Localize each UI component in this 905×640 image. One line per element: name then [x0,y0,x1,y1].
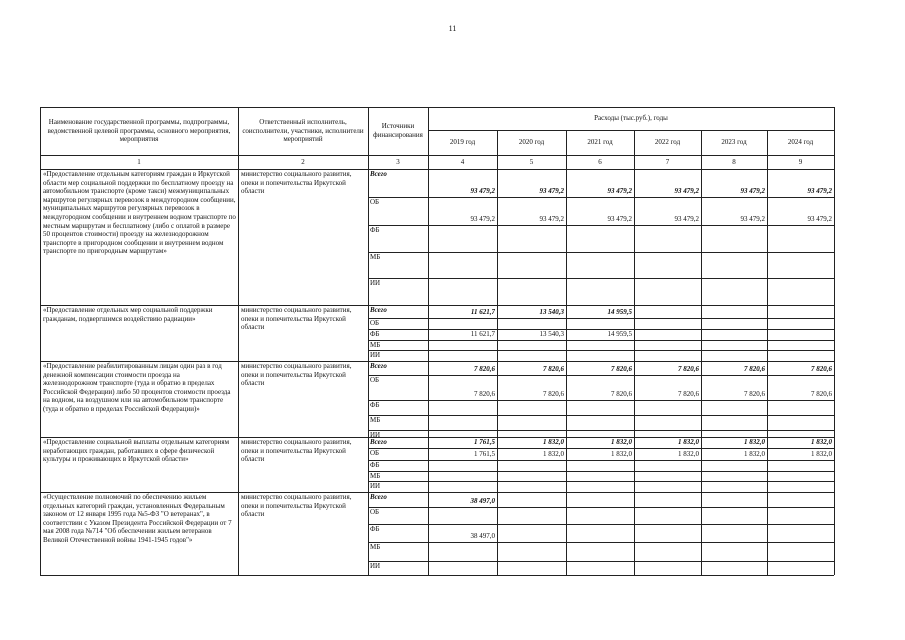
amount-value [568,400,632,415]
header-name: Наименование государственной программы, подпрограммы, ведомственной целевой программы, основного мероприятия, мероприятия [47,118,231,144]
funding-source: МБ [370,253,381,261]
amount-value: 7 820,6 [678,365,699,374]
amount-value [769,507,832,524]
column-line [834,107,835,575]
amount-value [703,340,765,350]
column-line [428,107,429,575]
amount-value [430,430,495,437]
amount-value [703,507,765,524]
header-year: 2024 год [787,138,814,147]
amount-value [568,471,632,481]
amount-value [499,561,564,575]
amount-value [568,225,632,252]
amount-value: 7 820,6 [811,390,832,399]
amount-value [636,225,699,252]
amount-value [769,561,832,575]
funding-source: ФБ [370,461,380,469]
header-col-number: 9 [798,157,803,166]
measure-executor: министерство социального развития, опеки и попечительства Иркутской области [241,438,352,464]
amount-value: 13 540,3 [539,330,564,339]
amount-value: 1 832,0 [744,438,765,447]
amount-value [703,471,765,481]
amount-value: 38 497,0 [470,497,495,506]
amount-value: 7 820,6 [474,390,495,399]
amount-value: 1 832,0 [678,450,699,459]
amount-value [769,460,832,471]
funding-source: Всего [370,306,387,314]
amount-value [430,481,495,492]
funding-source: ИИ [370,279,381,287]
funding-source: ИИ [370,431,381,437]
amount-value [568,252,632,278]
amount-value [636,278,699,305]
funding-source: Всего [370,170,387,178]
amount-value [703,329,765,340]
funding-source: ФБ [370,401,380,409]
page-number: 11 [448,24,457,33]
header-expenses: Расходы (тыс.руб.), годы [594,114,668,123]
amount-value [430,252,495,278]
amount-value [769,318,832,329]
header-col-number: 2 [301,157,305,166]
amount-value [499,481,564,492]
funding-source: МБ [370,472,381,480]
funding-source: ОБ [370,508,380,516]
measure-name: «Осуществление полномочий по обеспечению жильем отдельных категорий граждан, установленных Федеральным законом от 12 января 1995 года №5-ФЗ "О ветеранах", в соответствии с Указом Президента Российской Федерации от 7 мая 2008 года №714 "Об обеспечении жильем ветеранов Великой Отечественной войны 1941-1945 годов"» [43,493,232,544]
amount-value: 13 540,3 [539,308,564,317]
amount-value: 93 479,2 [740,215,765,224]
amount-value [703,350,765,361]
amount-value: 7 820,6 [744,365,765,374]
amount-value [499,225,564,252]
amount-value [703,225,765,252]
amount-value [636,507,699,524]
header-year: 2021 год [587,138,613,147]
funding-source: Всего [370,493,387,501]
measure-executor: министерство социального развития, опеки и попечительства Иркутской области [241,493,352,519]
funding-source: МБ [370,543,381,551]
measure-name: «Предоставление отдельным категориям граждан в Иркутской области мер социальной поддержки по бесплатному проезду на автомобильном транспорте (кроме такси) межмуниципальных маршрутов регулярных перевозок в междугородном сообщении, муниципальных маршрутов регулярных перевозок в междугородном сообщении и внутреннем водном транспорте по местным маршрутам и бесплатному (либо с оплатой в размере 50 процентов стоимости) проезду на железнодорожном транспорте в пригородном сообщении и внутреннем водном транспорте по пригородным маршрутам» [43,170,236,256]
amount-value [636,471,699,481]
amount-value [703,252,765,278]
amount-value: 7 820,6 [678,390,699,399]
amount-value [703,415,765,430]
amount-value [769,492,832,507]
amount-value [430,400,495,415]
funding-source: ОБ [370,449,380,457]
amount-value [430,542,495,561]
amount-value [499,507,564,524]
amount-value: 93 479,2 [674,187,699,196]
amount-value: 11 621,7 [470,330,495,339]
amount-value [769,471,832,481]
amount-value [499,400,564,415]
amount-value [703,492,765,507]
amount-value [499,460,564,471]
amount-value: 93 479,2 [740,187,765,196]
funding-source: Всего [370,362,387,370]
amount-value: 1 832,0 [678,438,699,447]
amount-value: 1 832,0 [543,450,564,459]
column-line [238,107,239,575]
amount-value [568,507,632,524]
amount-value [636,460,699,471]
amount-value: 1 832,0 [811,438,832,447]
header-col-number: 7 [665,157,670,166]
amount-value: 1 832,0 [611,438,632,447]
amount-value: 7 820,6 [474,365,495,374]
amount-value [568,318,632,329]
amount-value [703,460,765,471]
amount-value: 7 820,6 [543,390,564,399]
funding-source: ОБ [370,376,380,384]
amount-value [636,400,699,415]
amount-value [568,278,632,305]
measure-executor: министерство социального развития, опеки и попечительства Иркутской области [241,362,352,388]
amount-value [430,340,495,350]
amount-value [703,481,765,492]
amount-value [636,252,699,278]
amount-value [769,305,832,318]
amount-value [769,542,832,561]
amount-value: 93 479,2 [470,187,495,196]
amount-value: 7 820,6 [744,390,765,399]
amount-value: 7 820,6 [811,365,832,374]
funding-source: ФБ [370,226,380,234]
amount-value [499,318,564,329]
amount-value: 93 479,2 [607,215,632,224]
amount-value [703,318,765,329]
header-col-number: 3 [396,157,400,166]
amount-value [703,278,765,305]
amount-value [703,561,765,575]
measure-executor: министерство социального развития, опеки и попечительства Иркутской области [241,306,352,332]
amount-value [499,471,564,481]
amount-value [568,492,632,507]
amount-value: 1 832,0 [811,450,832,459]
amount-value [636,524,699,542]
column-line [40,107,41,575]
amount-value [636,430,699,437]
amount-value [769,350,832,361]
amount-value [636,318,699,329]
section-bottom-line [40,575,834,576]
measure-name: «Предоставление реабилитированным лицам один раз в год денежной компенсации стоимости проезда на железнодорожном транспорте (туда и обратно в пределах Российской Федерации) либо 50 процентов стоимости проезда на водном, на воздушном или на автомобильном транспорте (туда и обратно в пределах Российской Федерации)» [43,362,231,413]
amount-value: 38 497,0 [470,532,495,541]
amount-value: 93 479,2 [807,215,832,224]
amount-value: 93 479,2 [470,215,495,224]
column-line [368,107,369,575]
amount-value [430,507,495,524]
amount-value [769,340,832,350]
amount-value [568,561,632,575]
amount-value [568,415,632,430]
amount-value [636,561,699,575]
header-col-number: 4 [460,157,465,166]
amount-value [430,415,495,430]
amount-value: 93 479,2 [539,215,564,224]
amount-value [703,305,765,318]
amount-value [769,415,832,430]
amount-value [568,542,632,561]
amount-value: 93 479,2 [674,215,699,224]
amount-value [636,350,699,361]
amount-value [636,329,699,340]
amount-value: 14 959,5 [607,308,632,317]
amount-value [430,460,495,471]
header-col-number: 8 [732,157,736,166]
funding-source: Всего [370,438,387,446]
amount-value [499,430,564,437]
header-col-number: 6 [598,157,602,166]
header-col-number: 1 [137,157,141,166]
header-col-number: 5 [529,157,534,166]
funding-source: ИИ [370,482,381,490]
header-year: 2020 год [518,138,545,147]
amount-value [568,524,632,542]
amount-value [499,415,564,430]
amount-value [769,481,832,492]
header-year: 2019 год [449,138,476,147]
funding-source: МБ [370,341,381,349]
amount-value [636,542,699,561]
amount-value [499,350,564,361]
amount-value [568,430,632,437]
amount-value [703,430,765,437]
amount-value [568,350,632,361]
funding-source: ОБ [370,319,380,327]
amount-value: 7 820,6 [543,365,564,374]
header-year: 2023 год [721,138,747,147]
amount-value [430,318,495,329]
amount-value [636,305,699,318]
amount-value: 1 761,5 [474,438,495,447]
funding-source: ФБ [370,525,380,533]
amount-value: 1 761,5 [474,450,495,459]
amount-value: 14 959,5 [607,330,632,339]
measure-name: «Предоставление отдельных мер социальной поддержки гражданам, подвергшимся воздействию радиации» [43,306,213,323]
amount-value [636,415,699,430]
amount-value [430,350,495,361]
funding-source: ОБ [370,198,380,206]
amount-value [769,400,832,415]
amount-value [499,252,564,278]
amount-value [499,492,564,507]
amount-value [499,542,564,561]
amount-value: 7 820,6 [611,390,632,399]
amount-value [499,278,564,305]
amount-value: 7 820,6 [611,365,632,374]
amount-value [568,481,632,492]
amount-value [703,542,765,561]
amount-value: 1 832,0 [744,450,765,459]
amount-value [499,340,564,350]
amount-value [769,278,832,305]
funding-source: ИИ [370,351,381,359]
amount-value [769,524,832,542]
amount-value [636,340,699,350]
header-year: 2022 год [654,138,681,147]
amount-value [769,329,832,340]
funding-source: ФБ [370,330,380,338]
amount-value [430,561,495,575]
amount-value: 1 832,0 [611,450,632,459]
amount-value [769,225,832,252]
amount-value: 93 479,2 [539,187,564,196]
amount-value [430,225,495,252]
measure-name: «Предоставление социальной выплаты отдельным категориям неработающих граждан, работавших в сфере физической культуры и проживающих в Иркутской области» [43,438,230,464]
header-source: Источники финансирования [373,122,423,139]
amount-value: 11 621,7 [470,308,495,317]
amount-value [430,471,495,481]
funding-source: МБ [370,416,381,424]
amount-value [568,340,632,350]
amount-value [430,278,495,305]
header-executor: Ответственный исполнитель, соисполнители, участники, исполнители мероприятий [242,118,364,144]
amount-value [636,481,699,492]
amount-value: 1 832,0 [543,438,564,447]
funding-source: ИИ [370,562,381,570]
amount-value: 93 479,2 [807,187,832,196]
amount-value: 93 479,2 [607,187,632,196]
amount-value [769,430,832,437]
amount-value [568,460,632,471]
amount-value [769,252,832,278]
measure-executor: министерство социального развития, опеки и попечительства Иркутской области [241,170,352,196]
amount-value [703,400,765,415]
amount-value [703,524,765,542]
amount-value [499,524,564,542]
amount-value [636,492,699,507]
